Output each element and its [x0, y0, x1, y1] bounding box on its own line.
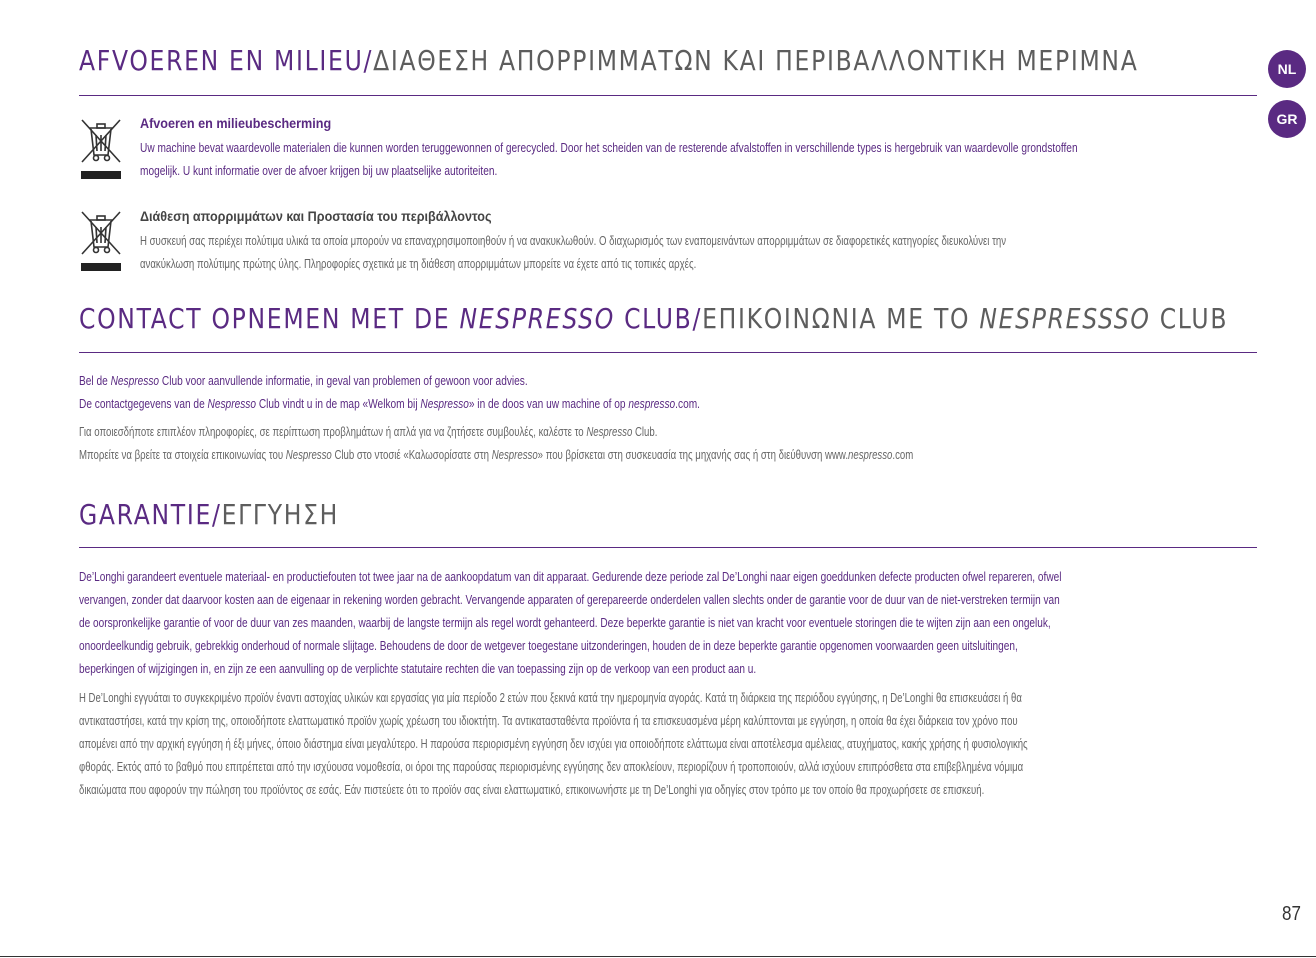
brand-name: Nespresso [491, 447, 538, 462]
brand-name: NESPRESSSO [979, 302, 1151, 335]
section-title-contact [79, 302, 1228, 335]
crossed-out-wheelie-bin-icon [80, 209, 122, 273]
text-segment: Μπορείτε να βρείτε τα στοιχεία επικοινωνίας του [79, 447, 286, 462]
text-line: De’Longhi garandeert eventuele materiaal- en productiefouten tot twee jaar na de aankoopdatum van dit apparaat. Gedurende deze periode zal De’Longhi naar eigen goeddunken defecte producten ofwel repareren, ofwel [79, 569, 1062, 584]
brand-name: Nespresso [110, 373, 160, 388]
text-segment: .com. [675, 396, 700, 411]
disposal-text-gr [140, 229, 1006, 275]
text-segment: » που βρίσκεται στη συσκευασία της μηχανής σας ή στη διεύθυνση www. [537, 447, 849, 462]
disposal-text-nl [140, 136, 1078, 182]
text-line: ανακύκλωση πολύτιμης πρώτης ύλης. Πληροφορίες σχετικά με τη διάθεση απορριμμάτων μπορείτε να έχετε από τις τοπικές αρχές. [140, 256, 697, 271]
crossed-out-wheelie-bin-icon [80, 117, 122, 181]
warranty-text-nl [79, 565, 1061, 680]
badge-label: NL [1277, 61, 1297, 77]
text-line: de oorspronkelijke garantie of voor de duur van zes maanden, waarbij de langste termijn als regel wordt gehanteerd. Deze beperkte garantie is niet van kracht voor eventuele storingen die te wijten zijn aan een ongeluk, [79, 615, 1051, 630]
text-line: Uw machine bevat waardevolle materialen die kunnen worden teruggewonnen of gerecycled. Door het scheiden van de resterende afvalstoffen in verschillende types is hergebruik van waardevolle grondstoffen [140, 140, 1078, 155]
language-badge-gr[interactable] [1268, 100, 1306, 138]
section-divider [79, 352, 1257, 353]
text-segment: Bel de [79, 373, 111, 388]
text-line [79, 443, 913, 466]
text-segment: Club στο ντοσιέ «Καλωσορίσατε στη [331, 447, 492, 462]
subsection-heading-gr: Διάθεση απορριμμάτων και Προστασία του περιβάλλοντος [140, 208, 492, 224]
text-line: mogelijk. U kunt informatie over de afvoer krijgen bij uw plaatselijke autoriteiten. [140, 163, 498, 178]
brand-name: Nespresso [207, 396, 256, 411]
section-title-gr: CLUB [1150, 302, 1229, 335]
brand-name: Nespresso [586, 424, 633, 439]
text-line: αντικαταστήσει, κατά την κρίση της, οποιοδήποτε ελαττωματικό προϊόν χωρίς χρέωση του ιδιοκτήτη. Τα αντικατασταθέντα προϊόντα ή τα επισκευασμένα μέρη καλύπτονται με εγγύηση, η οποία θα έχει διάρκεια τον χρόνο που [79, 713, 1018, 728]
language-badge-nl[interactable] [1268, 50, 1306, 88]
text-segment: Club. [632, 424, 658, 439]
page-bottom-rule [0, 956, 1316, 957]
section-title-nl: GARANTIE/ [79, 498, 222, 531]
section-title-warranty [79, 498, 339, 531]
section-title-nl: AFVOEREN EN MILIEU/ [79, 44, 374, 77]
text-line: φθοράς. Εκτός από το βαθμό που επιτρέπεται από την ισχύουσα νομοθεσία, οι όροι της παρούσας περιορισμένης εγγύησης δεν αποκλείουν, περιορίζουν ή τροποποιούν, αλλά ισχύουν επιπρόσθετα στα επιβεβλημένα νόμιμα [79, 759, 1024, 774]
section-divider [79, 547, 1257, 548]
text-line: Η De’Longhi εγγυάται το συγκεκριμένο προϊόν έναντι αστοχίας υλικών και εργασίας για μία περίοδο 2 ετών που ξεκινά κατά την ημερομηνία αγοράς. Κατά τη διάρκεια της περιόδου εγγύησης, η De’Longhi θα επισκευάσει ή θα [79, 690, 1022, 705]
contact-text-gr [79, 420, 913, 466]
brand-name: Nespresso [420, 396, 469, 411]
section-divider [79, 95, 1257, 96]
text-line [79, 392, 700, 415]
text-segment: Για οποιεσδήποτε επιπλέον πληροφορίες, σε περίπτωση προβλημάτων ή απλά για να ζητήσετε συμβουλές, καλέστε το [79, 424, 587, 439]
brand-name: NESPRESSO [459, 302, 615, 335]
section-title-gr: ΕΠΙΚΟΙΝΩΝΙΑ ΜΕ ΤΟ [702, 302, 980, 335]
text-segment: Club voor aanvullende informatie, in geval van problemen of gewoon voor advies. [159, 373, 528, 388]
badge-label: GR [1276, 111, 1298, 127]
text-line: δικαιώματα που αφορούν την πώληση του προϊόντος σε εσάς. Εάν πιστεύετε ότι το προϊόν σας είναι ελαττωματικό, επικοινωνήστε με τη De’Longhi για οδηγίες στον τρόπο με τον οποίο θα προχωρήσετε σε επισκευή. [79, 782, 985, 797]
warranty-text-gr [79, 686, 1028, 801]
text-line: vervangen, zonder dat daarvoor kosten aan de eigenaar in rekening worden gebracht. Vervangende apparaten of gerepareerde onderdelen vallen slechts onder de garantie voor de duur van de niet-verstreken termijn van [79, 592, 1060, 607]
text-segment: » in de doos van uw machine of op [468, 396, 629, 411]
page-number: 87 [1282, 903, 1301, 925]
brand-name: Nespresso [285, 447, 332, 462]
contact-text-nl [79, 369, 700, 415]
text-line [79, 369, 700, 392]
section-title-gr: ΕΓΓΥΗΣΗ [221, 498, 340, 531]
text-line [79, 420, 913, 443]
text-line: Η συσκευή σας περιέχει πολύτιμα υλικά τα οποία μπορούν να επαναχρησιμοποιηθούν ή να ανακυκλωθούν. Ο διαχωρισμός των εναπομεινάντων απορριμμάτων σε διαφορετικές κατηγορίες διευκολύνει την [140, 233, 1007, 248]
subsection-heading-nl: Afvoeren en milieubescherming [140, 115, 332, 131]
website-name: nespresso [628, 396, 676, 411]
section-title-disposal [79, 44, 1138, 77]
text-segment: Club vindt u in de map «Welkom bij [255, 396, 421, 411]
text-line: απομένει από την αρχική εγγύηση ή έξι μήνες, όποιο διάστημα είναι μεγαλύτερο. Η παρούσα περιορισμένη εγγύηση δεν ισχύει για οποιοδήποτε ελάττωμα είναι αποτέλεσμα αμέλειας, ατυχήματος, κακής χρήσης ή φυσιολογικής [79, 736, 1028, 751]
section-title-gr: ΔΙΑΘΕΣΗ ΑΠΟΡΡΙΜΜΑΤΩΝ ΚΑΙ ΠΕΡΙΒΑΛΛΟΝΤΙΚΗ ΜΕΡΙΜΝΑ [373, 44, 1139, 77]
section-title-nl: CLUB/ [614, 302, 703, 335]
text-segment: .com [892, 447, 914, 462]
text-line: onoordeelkundig gebruik, gebrekkig onderhoud of normale slijtage. Behoudens de door de wetgever toegestane uitzonderingen, houden de in deze beperkte garantie opgenomen voorwaarden geen uitsluitingen, [79, 638, 1018, 653]
text-segment: De contactgegevens van de [79, 396, 208, 411]
website-name: nespresso [848, 447, 893, 462]
section-title-nl: CONTACT OPNEMEN MET DE [79, 302, 460, 335]
text-line: beperkingen of wijzigingen in, en zijn ze een aanvulling op de verplichte statutaire rechten die van toepassing zijn op de verkoop van een product aan u. [79, 661, 757, 676]
